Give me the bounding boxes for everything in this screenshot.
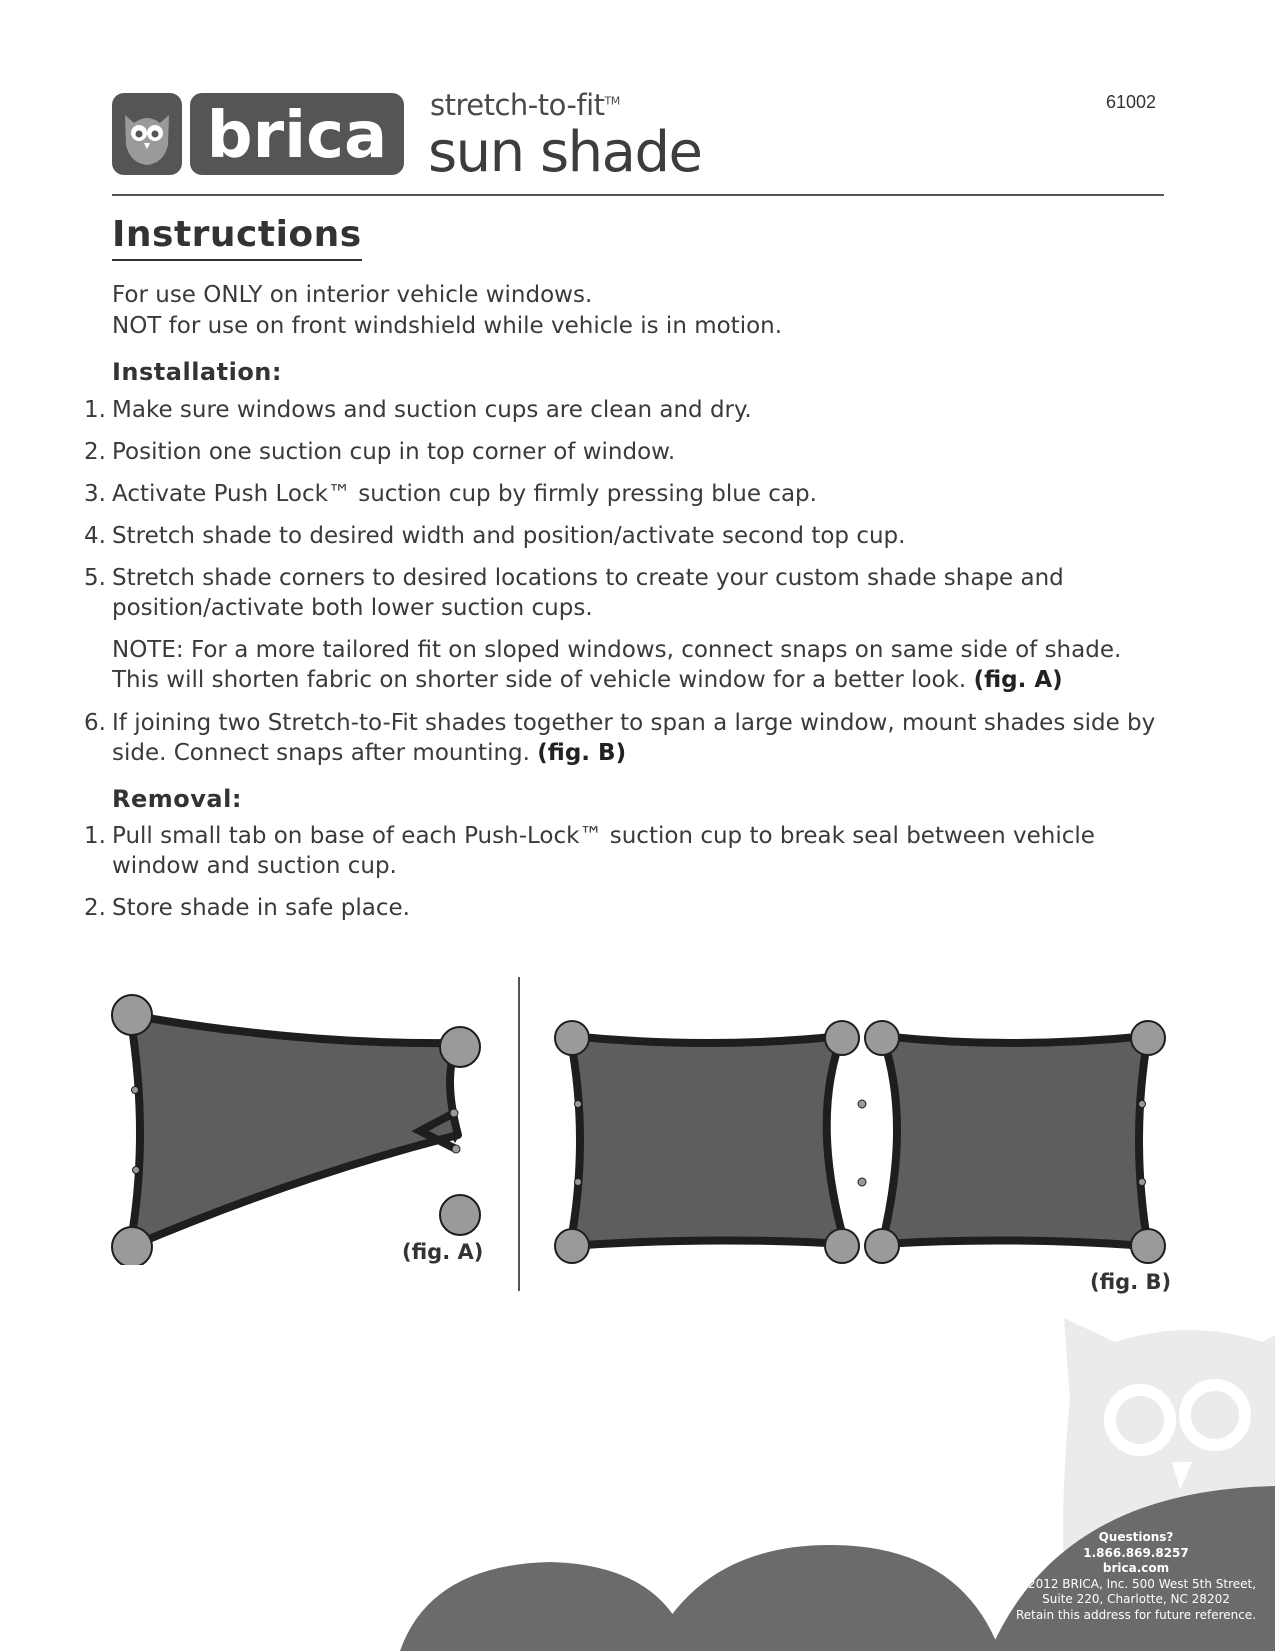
- suction-cup: [112, 1227, 152, 1265]
- suction-cup: [440, 1195, 480, 1235]
- step-text: Stretch shade to desired width and position/activate second top cup.: [112, 523, 906, 549]
- step-number: 4.: [84, 523, 106, 549]
- intro-line: For use ONLY on interior vehicle windows.: [112, 282, 593, 308]
- suction-cup: [825, 1229, 859, 1263]
- step-text: Pull small tab on base of each Push-Lock™ suction cup to break seal between vehicle window and suction cup.: [112, 823, 1095, 879]
- suction-cup: [555, 1021, 589, 1055]
- step-body: If joining two Stretch-to-Fit shades together to span a large window, mount shades side by side. Connect snaps after mounting.: [112, 710, 1156, 766]
- figure-b: [540, 1000, 1180, 1280]
- step-number: 1.: [84, 823, 106, 849]
- step-text: Store shade in safe place.: [112, 895, 410, 921]
- fig-a-reference: (fig. A): [973, 667, 1063, 693]
- fig-b-reference: (fig. B): [537, 740, 627, 766]
- step-number: 3.: [84, 481, 106, 507]
- suction-cup: [865, 1021, 899, 1055]
- footer-blob-middle: [650, 1545, 1000, 1651]
- product-title: sun shade: [428, 120, 702, 185]
- fig-b-label: (fig. B): [1090, 1270, 1172, 1294]
- shade-b-right: [882, 1036, 1148, 1246]
- suction-cup: [112, 995, 152, 1035]
- header-rule: [112, 194, 1164, 196]
- page-title: Instructions: [112, 214, 362, 261]
- step-number: 5.: [84, 565, 106, 591]
- suction-cup: [440, 1027, 480, 1067]
- suction-cup: [865, 1229, 899, 1263]
- step-text: Make sure windows and suction cups are clean and dry.: [112, 397, 752, 423]
- step-text: Activate Push Lock™ suction cup by firmly pressing blue cap.: [112, 481, 817, 507]
- installation-heading: Installation:: [112, 358, 282, 386]
- step-number: 2.: [84, 895, 106, 921]
- removal-heading: Removal:: [112, 785, 242, 813]
- suction-cup: [1131, 1229, 1165, 1263]
- retain-note: Retain this address for future reference.: [1015, 1607, 1257, 1622]
- note-body: NOTE: For a more tailored fit on sloped windows, connect snaps on same side of shade. This will shorten fabric on shorter side of vehicle window for a better look.: [112, 637, 1122, 693]
- phone-number: 1.866.869.8257: [1083, 1545, 1189, 1560]
- contact-info: [1000, 1530, 1272, 1623]
- step-text: Stretch shade corners to desired locations to create your custom shade shape and position/activate both lower suction cups.: [112, 565, 1064, 621]
- suction-cup: [1131, 1021, 1165, 1055]
- website-link[interactable]: brica.com: [1102, 1561, 1170, 1575]
- questions-label: Questions?: [1098, 1530, 1174, 1544]
- note-text: [112, 635, 1172, 695]
- address-line: Suite 220, Charlotte, NC 28202: [1042, 1592, 1230, 1606]
- step-number: 1.: [84, 397, 106, 423]
- step-text: [112, 708, 1172, 768]
- footer-blob-left: [400, 1562, 690, 1651]
- suction-cup: [555, 1229, 589, 1263]
- product-tagline: [430, 88, 620, 122]
- figure-a: [100, 985, 500, 1265]
- brand-name: brica: [206, 99, 388, 173]
- fig-a-label: (fig. A): [402, 1240, 484, 1264]
- trademark-mark: TM: [604, 94, 620, 108]
- model-number: 61002: [1106, 92, 1157, 112]
- figure-divider: [518, 977, 520, 1291]
- shade-a: [130, 1015, 458, 1247]
- intro-text: [112, 280, 782, 342]
- intro-line: NOT for use on front windshield while vehicle is in motion.: [112, 313, 783, 339]
- shade-b-left: [570, 1036, 845, 1246]
- step-text: Position one suction cup in top corner of window.: [112, 439, 676, 465]
- address-line: ©2012 BRICA, Inc. 500 West 5th Street,: [1015, 1576, 1257, 1591]
- step-number: 2.: [84, 439, 106, 465]
- tagline-text: stretch-to-fit: [430, 88, 605, 122]
- brica-logo: [112, 93, 404, 175]
- step-number: 6.: [84, 710, 106, 736]
- suction-cup: [825, 1021, 859, 1055]
